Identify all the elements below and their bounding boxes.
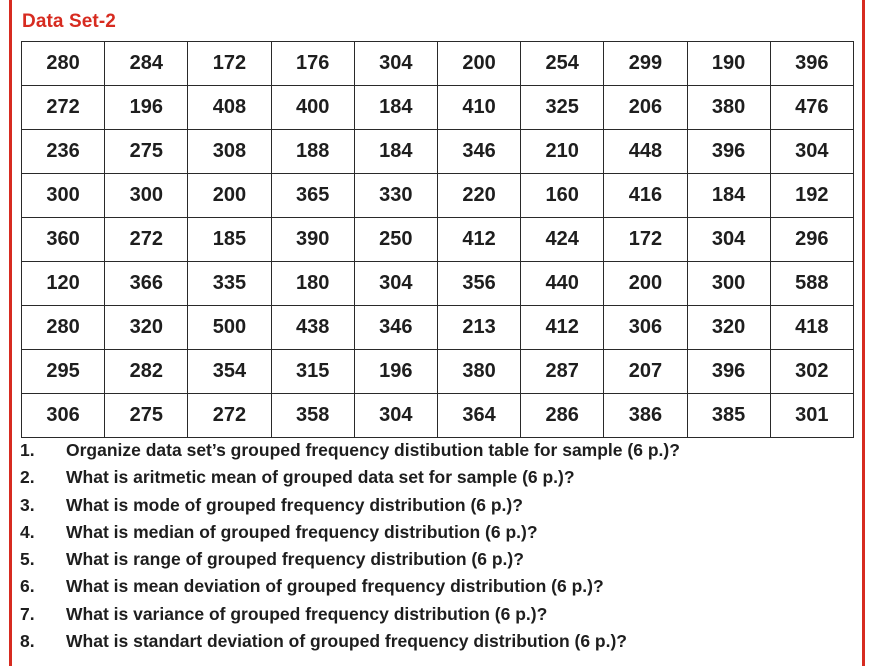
question-text: Organize data set’s grouped frequency distibution table for sample (6 p.)?	[66, 440, 680, 460]
table-row	[22, 42, 854, 86]
table-cell: 184	[354, 130, 437, 174]
table-row	[22, 130, 854, 174]
question-text: What is mode of grouped frequency distribution (6 p.)?	[66, 494, 523, 515]
table-cell: 200	[188, 174, 271, 218]
table-cell: 213	[437, 306, 520, 350]
table-cell: 286	[521, 394, 604, 438]
table-cell: 335	[188, 262, 271, 306]
table-cell: 172	[188, 42, 271, 86]
table-cell: 282	[105, 350, 188, 394]
table-cell: 304	[770, 130, 853, 174]
table-cell: 299	[604, 42, 687, 86]
table-row	[22, 350, 854, 394]
question-item	[14, 519, 680, 546]
question-text: What is median of grouped frequency distribution (6 p.)?	[66, 521, 538, 542]
question-item	[14, 464, 680, 491]
table-cell: 396	[770, 42, 853, 86]
table-cell: 358	[271, 394, 354, 438]
table-cell: 250	[354, 218, 437, 262]
table-cell: 184	[354, 86, 437, 130]
table-cell: 438	[271, 306, 354, 350]
table-cell: 418	[770, 306, 853, 350]
table-cell: 380	[437, 350, 520, 394]
table-cell: 207	[604, 350, 687, 394]
table-cell: 300	[105, 174, 188, 218]
table-cell: 200	[604, 262, 687, 306]
question-text: What is variance of grouped frequency distribution (6 p.)?	[66, 603, 548, 624]
question-number: 6.	[20, 576, 35, 597]
table-cell: 302	[770, 350, 853, 394]
table-cell: 295	[22, 350, 105, 394]
table-cell: 325	[521, 86, 604, 130]
table-row	[22, 218, 854, 262]
table-cell: 320	[105, 306, 188, 350]
table-cell: 254	[521, 42, 604, 86]
table-cell: 304	[687, 218, 770, 262]
table-cell: 412	[521, 306, 604, 350]
table-cell: 308	[188, 130, 271, 174]
table-row	[22, 394, 854, 438]
document-frame	[9, 0, 865, 666]
table-cell: 272	[105, 218, 188, 262]
question-text: What is standart deviation of grouped frequency distribution (6 p.)?	[66, 631, 627, 652]
question-number: 2.	[20, 467, 35, 488]
data-table	[21, 41, 854, 438]
question-text: What is aritmetic mean of grouped data set for sample (6 p.)?	[66, 467, 575, 488]
table-cell: 300	[22, 174, 105, 218]
table-cell: 356	[437, 262, 520, 306]
table-cell: 346	[437, 130, 520, 174]
question-number: 3.	[20, 494, 35, 515]
table-cell: 300	[687, 262, 770, 306]
question-item	[14, 546, 680, 573]
table-cell: 280	[22, 306, 105, 350]
table-cell: 396	[687, 350, 770, 394]
table-cell: 196	[105, 86, 188, 130]
table-cell: 185	[188, 218, 271, 262]
table-cell: 306	[22, 394, 105, 438]
table-cell: 500	[188, 306, 271, 350]
table-cell: 296	[770, 218, 853, 262]
table-cell: 385	[687, 394, 770, 438]
table-cell: 184	[687, 174, 770, 218]
table-cell: 272	[188, 394, 271, 438]
table-cell: 304	[354, 394, 437, 438]
table-cell: 275	[105, 394, 188, 438]
table-cell: 448	[604, 130, 687, 174]
table-cell: 366	[105, 262, 188, 306]
table-cell: 210	[521, 130, 604, 174]
question-item	[14, 437, 680, 464]
table-cell: 284	[105, 42, 188, 86]
table-cell: 320	[687, 306, 770, 350]
table-row	[22, 86, 854, 130]
table-cell: 190	[687, 42, 770, 86]
table-cell: 275	[105, 130, 188, 174]
table-row	[22, 306, 854, 350]
table-cell: 304	[354, 42, 437, 86]
question-number: 7.	[20, 603, 35, 624]
table-cell: 315	[271, 350, 354, 394]
table-cell: 390	[271, 218, 354, 262]
table-cell: 588	[770, 262, 853, 306]
table-cell: 180	[271, 262, 354, 306]
table-cell: 424	[521, 218, 604, 262]
table-cell: 306	[604, 306, 687, 350]
table-cell: 301	[770, 394, 853, 438]
table-cell: 200	[437, 42, 520, 86]
table-cell: 476	[770, 86, 853, 130]
table-cell: 412	[437, 218, 520, 262]
table-cell: 400	[271, 86, 354, 130]
table-cell: 346	[354, 306, 437, 350]
table-cell: 192	[770, 174, 853, 218]
question-number: 5.	[20, 549, 35, 570]
table-cell: 396	[687, 130, 770, 174]
question-item	[14, 492, 680, 519]
table-cell: 272	[22, 86, 105, 130]
question-number: 4.	[20, 521, 35, 542]
question-item	[14, 573, 680, 600]
table-cell: 354	[188, 350, 271, 394]
table-row	[22, 174, 854, 218]
table-cell: 206	[604, 86, 687, 130]
question-text: What is range of grouped frequency distribution (6 p.)?	[66, 549, 524, 570]
table-cell: 360	[22, 218, 105, 262]
table-row	[22, 262, 854, 306]
question-item	[14, 601, 680, 628]
table-cell: 365	[271, 174, 354, 218]
table-cell: 287	[521, 350, 604, 394]
question-item	[14, 628, 680, 655]
table-cell: 176	[271, 42, 354, 86]
table-cell: 408	[188, 86, 271, 130]
table-cell: 416	[604, 174, 687, 218]
document-title: Data Set-2	[22, 11, 116, 32]
table-cell: 220	[437, 174, 520, 218]
table-cell: 440	[521, 262, 604, 306]
table-cell: 380	[687, 86, 770, 130]
table-cell: 196	[354, 350, 437, 394]
table-cell: 160	[521, 174, 604, 218]
table-cell: 236	[22, 130, 105, 174]
question-number: 1.	[20, 440, 35, 460]
table-cell: 188	[271, 130, 354, 174]
table-cell: 304	[354, 262, 437, 306]
question-text: What is mean deviation of grouped frequency distribution (6 p.)?	[66, 576, 604, 597]
table-cell: 386	[604, 394, 687, 438]
data-table-body	[22, 42, 854, 438]
table-cell: 120	[22, 262, 105, 306]
table-cell: 410	[437, 86, 520, 130]
table-cell: 172	[604, 218, 687, 262]
table-cell: 280	[22, 42, 105, 86]
question-number: 8.	[20, 631, 35, 652]
question-list	[14, 437, 680, 655]
table-cell: 364	[437, 394, 520, 438]
table-cell: 330	[354, 174, 437, 218]
